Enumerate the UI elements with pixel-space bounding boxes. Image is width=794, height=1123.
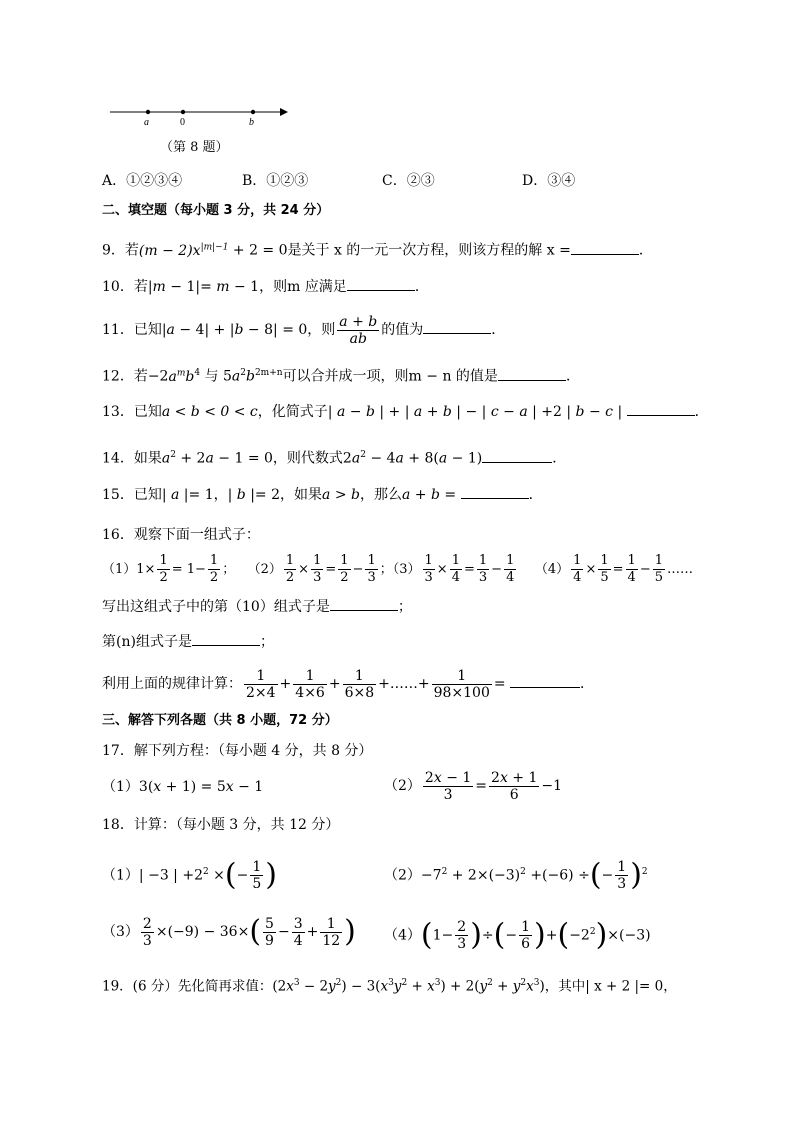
question-17-1: （1）3(x + 1) = 5x − 1 — [102, 779, 264, 795]
question-18-title: 18．计算：（每小题 3 分，共 12 分） — [102, 817, 340, 833]
point-label-0: 0 — [180, 117, 185, 128]
question-16-nth: 第(n)组式子是 ； — [102, 631, 274, 653]
question-17-title: 17．解下列方程：（每小题 4 分，共 8 分） — [102, 743, 373, 759]
question-12: 12．若$-2a^mb^4$ 与 $5a^2b^{2m+n}$可以合并成一项，则m − n 的值是 ． — [102, 362, 580, 388]
option-b: B．①②③ — [242, 173, 309, 189]
number-line-figure — [108, 104, 288, 128]
point-label-a: a — [144, 117, 149, 128]
question-16-intro: 16．观察下面一组式子： — [102, 527, 260, 543]
question-10: 10．若|m − 1|= m − 1，则m 应满足 ． — [102, 276, 429, 298]
question-16-calc: 利用上面的规律计算： $\frac{1}{2\times 4}$ + $\frac{1}{4\times 6}$ + $\frac{1}{6\times 8}$ +……+ $\frac{1}{98\times 100}$ = ． — [102, 667, 595, 701]
question-16-pattern: （1）1× $\frac{1}{2}$ = 1− $\frac{1}{2}$ ； （2） $\frac{1}{2}$ × $\frac{1}{3}$ = $\frac{1}{2}$ − $\frac{1}{3}$ ；（3） $\frac{1}{3}$ × $\frac{1}{4}$ = $\frac{1}{3}$ − $\frac{1}{4}$ （4） $\frac{1}{4}$ × $\frac{1}{5}$ = $\frac{1}{4}$ − $\frac{1}{5}$ …… — [102, 553, 693, 585]
question-15: 15．已知| a |= 1，| b |= 2，如果a > b，那么a + b = ． — [102, 484, 543, 506]
question-13: 13．已知a < b < 0 < c，化简式子| a − b | + | a + b | − | c − a | +2 | b − c | ． — [102, 401, 709, 423]
question-11: 11．已知|a − 4| + |b − 8| = 0，则 $\frac{a + b}{ab}$ 的值为 ． — [102, 313, 506, 347]
option-a: A．①②③④ — [102, 173, 183, 189]
question-9: 9．若$(m - 2)x^{|m|-1} + 2 = 0$是关于 x 的一元一次方程，则该方程的解 x = ． — [102, 236, 653, 262]
question-16-tenth: 写出这组式子中的第（10）组式子是 ； — [102, 596, 412, 618]
section-2-title: 二、填空题（每小题 3 分，共 24 分） — [102, 203, 330, 218]
option-d: D．③④ — [522, 173, 576, 189]
question-18-4: （4）(1− $\frac{2}{3}$ )÷(− $\frac{1}{6}$ )$+(-2^2)\times(-3)$ — [384, 917, 651, 953]
option-c: C．②③ — [382, 173, 435, 189]
figure-caption: （第 8 题） — [160, 140, 229, 155]
question-18-2: $(2)-7^2 + 2\times(-3)^2 +(-6)$ ÷(− $\frac{1}{3}$ )$^2$ — [384, 857, 648, 893]
question-18-1: （1）| −3 | $+2^2$ ×(− $\frac{1}{5}$ ) — [102, 857, 277, 893]
question-19: 19．(6 分）先化简再求值：$(2x^3 - 2y^2) - 3(x^3y^2 + x^3) + 2(y^2 + y^2x^3)$，其中| x + 2 |= 0， — [102, 978, 677, 995]
question-14: 14．如果$a^2 + 2a - 1 = 0$，则代数式$2a^2 - 4a + 8(a - 1)$ ． — [102, 444, 566, 470]
question-17-2: （2） $\frac{2x - 1}{3}$ = $\frac{2x + 1}{6}$ −1 — [384, 769, 563, 803]
point-label-b: b — [249, 117, 254, 128]
section-3-title: 三、解答下列各题（共 8 小题，72 分） — [102, 713, 338, 728]
question-18-3: （3） $\frac{2}{3}$ ×(−9) − 36×( $\frac{5}{9}$ − $\frac{3}{4}$ + $\frac{1}{12}$ ) — [102, 914, 356, 949]
